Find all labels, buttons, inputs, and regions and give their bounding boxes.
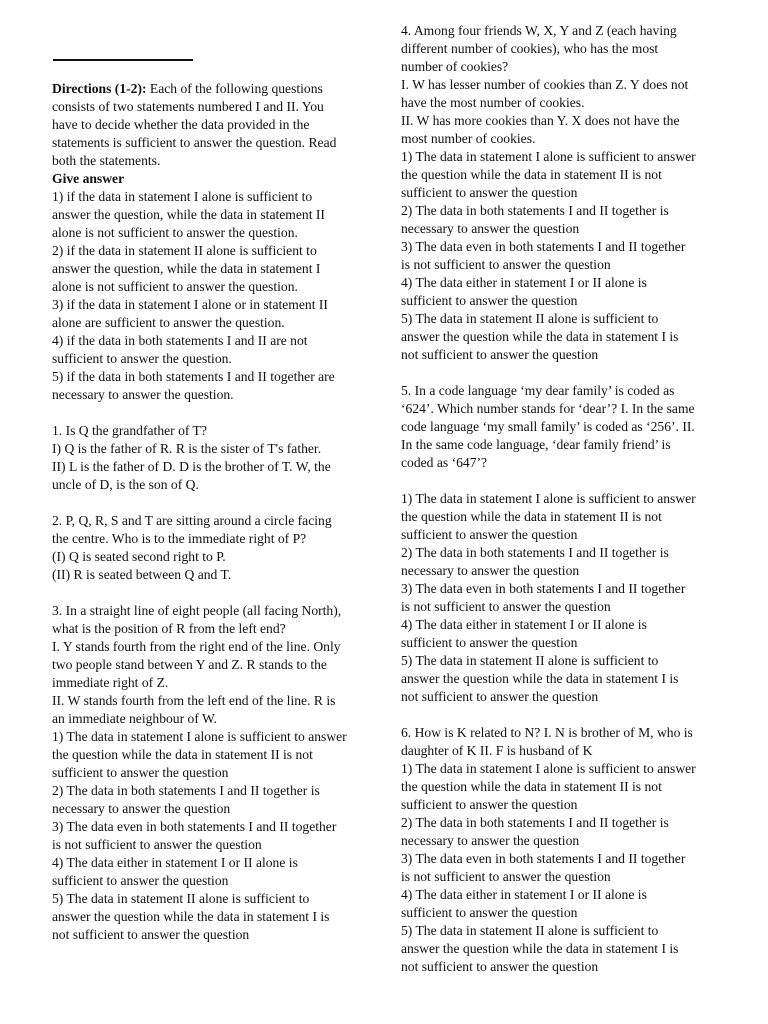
text-line: II. W has more cookies than Y. X does not have the: [401, 113, 680, 128]
text-line: 2) The data in both statements I and II together is: [401, 545, 669, 560]
text-line: the question while the data in statement II is not: [401, 509, 662, 524]
text-line: answer the question while the data in statement I is: [401, 941, 679, 956]
directions-heading: Directions (1-2): Each of the following questions: [52, 81, 323, 96]
text-line: not sufficient to answer the question: [401, 347, 599, 362]
text-line: the question while the data in statement II is not: [52, 747, 313, 762]
text-line: have the most number of cookies.: [401, 95, 585, 110]
text-line: the question while the data in statement II is not: [401, 167, 662, 182]
question-5: [401, 382, 743, 472]
text-line: the question while the data in statement II is not: [401, 779, 662, 794]
text-line: sufficient to answer the question: [401, 797, 578, 812]
text-line: necessary to answer the question: [401, 563, 580, 578]
question-6: [401, 724, 743, 976]
text-line: answer the question while the data in statement I is: [52, 909, 330, 924]
text-line: not sufficient to answer the question: [401, 689, 599, 704]
text-line: (II) R is seated between Q and T.: [52, 567, 232, 582]
text-line: is not sufficient to answer the question: [401, 869, 611, 884]
text-line: 2) The data in both statements I and II together is: [401, 203, 669, 218]
right-column: [401, 22, 743, 976]
text-line: is not sufficient to answer the question: [52, 837, 262, 852]
header-rule: [53, 59, 193, 61]
text-line: not sufficient to answer the question: [401, 959, 599, 974]
text-line: uncle of D, is the son of Q.: [52, 477, 199, 492]
text-line: sufficient to answer the question: [52, 873, 229, 888]
text-line: 1) if the data in statement I alone is sufficient to: [52, 189, 313, 204]
text-line: 5) The data in statement II alone is sufficient to: [401, 311, 659, 326]
text-line: In the same code language, ‘dear family friend’ is: [401, 437, 671, 452]
text-line: two people stand between Y and Z. R stands to the: [52, 657, 327, 672]
text-line: 2. P, Q, R, S and T are sitting around a circle facing: [52, 513, 332, 528]
text-line: 3) The data even in both statements I and II together: [401, 239, 686, 254]
text-line: 1) The data in statement I alone is sufficient to answer: [401, 491, 696, 506]
question-3: [52, 602, 392, 944]
text-line: necessary to answer the question: [52, 801, 231, 816]
text-line: number of cookies?: [401, 59, 509, 74]
text-line: 1) The data in statement I alone is sufficient to answer: [52, 729, 347, 744]
text-line: necessary to answer the question.: [52, 387, 234, 402]
text-line: different number of cookies), who has the most: [401, 41, 659, 56]
text-line: an immediate neighbour of W.: [52, 711, 217, 726]
text-line: alone is not sufficient to answer the question.: [52, 279, 298, 294]
text-line: I. W has lesser number of cookies than Z. Y does not: [401, 77, 689, 92]
question-2: [52, 512, 392, 584]
text-line: sufficient to answer the question: [401, 905, 578, 920]
text-line: 5. In a code language ‘my dear family’ is coded as: [401, 383, 675, 398]
text-line: sufficient to answer the question.: [52, 351, 232, 366]
text-line: not sufficient to answer the question: [52, 927, 250, 942]
text-line: 6. How is K related to N? I. N is brother of M, who is: [401, 725, 693, 740]
text-line: II) L is the father of D. D is the brother of T. W, the: [52, 459, 331, 474]
text-line: I) Q is the father of R. R is the sister of T's father.: [52, 441, 322, 456]
text-line: 3) if the data in statement I alone or in statement II: [52, 297, 328, 312]
text-line: most number of cookies.: [401, 131, 536, 146]
text-line: 5) The data in statement II alone is sufficient to: [401, 923, 659, 938]
text-line: 4) The data either in statement I or II alone is: [401, 887, 647, 902]
text-line: 5) The data in statement II alone is sufficient to: [401, 653, 659, 668]
text-line: what is the position of R from the left end?: [52, 621, 286, 636]
text-line: I. Y stands fourth from the right end of the line. Only: [52, 639, 341, 654]
answer-options: [52, 188, 392, 404]
text-line: 1) The data in statement I alone is sufficient to answer: [401, 761, 696, 776]
text-line: 3. In a straight line of eight people (all facing North),: [52, 603, 342, 618]
text-line: 1. Is Q the grandfather of T?: [52, 423, 207, 438]
text-line: answer the question, while the data in statement II: [52, 207, 325, 222]
text-line: ‘624’. Which number stands for ‘dear’? I. In the same: [401, 401, 695, 416]
text-line: 3) The data even in both statements I and II together: [401, 581, 686, 596]
text-line: 4) if the data in both statements I and II are not: [52, 333, 308, 348]
text-line: necessary to answer the question: [401, 833, 580, 848]
text-line: sufficient to answer the question: [401, 527, 578, 542]
text-line: 2) The data in both statements I and II together is: [401, 815, 669, 830]
text-line: 3) The data even in both statements I and II together: [401, 851, 686, 866]
text-line: 4) The data either in statement I or II alone is: [401, 275, 647, 290]
text-line: alone is not sufficient to answer the question.: [52, 225, 298, 240]
text-line: 4. Among four friends W, X, Y and Z (each having: [401, 23, 677, 38]
text-line: (I) Q is seated second right to P.: [52, 549, 226, 564]
text-line: 5) The data in statement II alone is sufficient to: [52, 891, 310, 906]
text-line: II. W stands fourth from the left end of the line. R is: [52, 693, 336, 708]
text-line: alone are sufficient to answer the question.: [52, 315, 285, 330]
text-line: sufficient to answer the question: [401, 293, 578, 308]
text-line: 4) The data either in statement I or II alone is: [401, 617, 647, 632]
text-line: the centre. Who is to the immediate right of P?: [52, 531, 307, 546]
text-line: 3) The data even in both statements I and II together: [52, 819, 337, 834]
text-line: code language ‘my small family’ is coded as ‘256’. II.: [401, 419, 695, 434]
text-line: answer the question, while the data in statement I: [52, 261, 321, 276]
text-line: 4) The data either in statement I or II alone is: [52, 855, 298, 870]
text-line: 5) if the data in both statements I and II together are: [52, 369, 335, 384]
left-column: [52, 80, 392, 944]
question-1: [52, 422, 392, 494]
text-line: sufficient to answer the question: [401, 635, 578, 650]
text-line: immediate right of Z.: [52, 675, 169, 690]
text-line: 2) The data in both statements I and II together is: [52, 783, 320, 798]
text-line: answer the question while the data in statement I is: [401, 329, 679, 344]
text-line: answer the question while the data in statement I is: [401, 671, 679, 686]
question-5-options: [401, 490, 743, 706]
text-line: 2) if the data in statement II alone is sufficient to: [52, 243, 317, 258]
text-line: necessary to answer the question: [401, 221, 580, 236]
text-line: 1) The data in statement I alone is sufficient to answer: [401, 149, 696, 164]
text-line: daughter of K II. F is husband of K: [401, 743, 593, 758]
give-answer-heading: Give answer: [52, 171, 125, 186]
text-line: is not sufficient to answer the question: [401, 599, 611, 614]
question-4: [401, 22, 743, 364]
text-line: is not sufficient to answer the question: [401, 257, 611, 272]
directions-text: consists of two statements numbered I and II. You have to decide whether the data provided in the statements is sufficient to answer the question. Read both the statements.: [52, 99, 337, 168]
text-line: coded as ‘647’?: [401, 455, 488, 470]
text-line: sufficient to answer the question: [52, 765, 229, 780]
text-line: sufficient to answer the question: [401, 185, 578, 200]
